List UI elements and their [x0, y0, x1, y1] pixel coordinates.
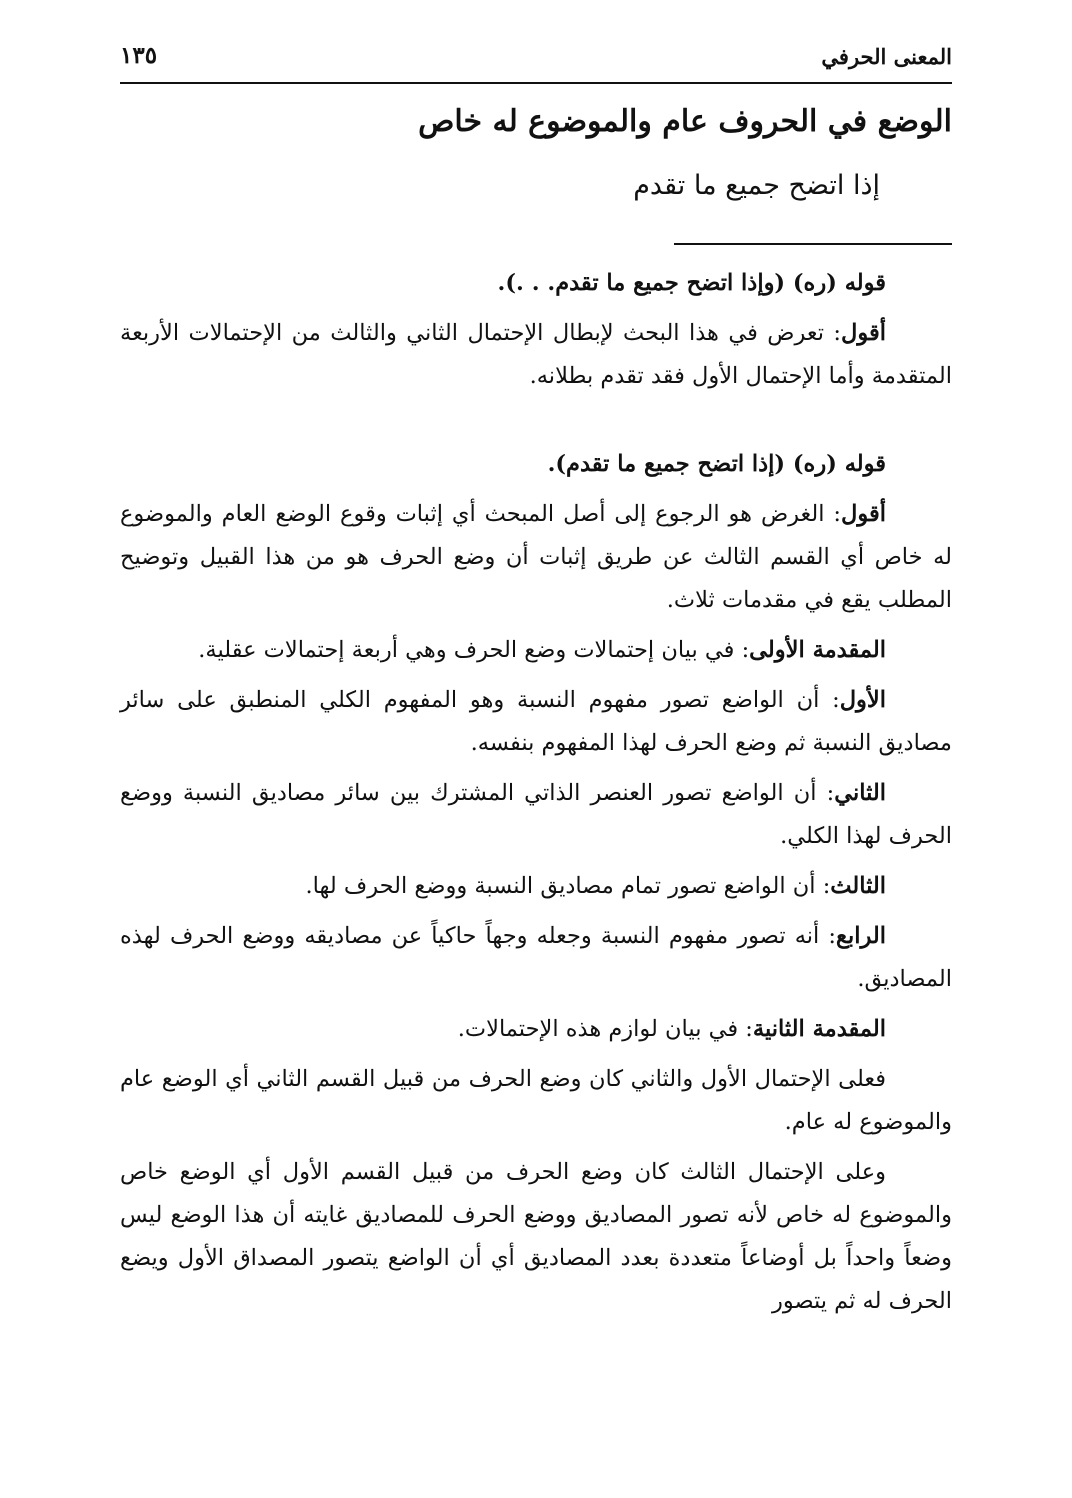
- paragraph-consequence-1: [120, 1058, 952, 1144]
- paragraph-text: فعلى الإحتمال الأول والثاني كان وضع الحرف من قبيل القسم الثاني أي الوضع عام والموضوع له عام.: [120, 1066, 952, 1135]
- running-title: المعنى الحرفي: [821, 44, 952, 69]
- running-header: [120, 38, 952, 84]
- quoted-text: إذا اتضح جميع ما تقدم: [633, 170, 880, 201]
- paragraph-option-1: [120, 679, 952, 765]
- section-heading: الوضع في الحروف عام والموضوع له خاص: [418, 104, 952, 139]
- paragraph-consequence-2: [120, 1151, 952, 1323]
- paragraph-text: : في بيان لوازم هذه الإحتمالات.: [457, 1016, 753, 1042]
- paragraph-text: : في بيان إحتمالات وضع الحرف وهي أربعة إحتمالات عقلية.: [198, 637, 750, 663]
- paragraph-commentary-1: [120, 312, 952, 398]
- commentary-block-2: [120, 443, 952, 1323]
- paragraph-premise-2: [120, 1008, 952, 1051]
- paragraph-lead: أقول: [841, 501, 886, 527]
- paragraph-text: : أن الواضع تصور مفهوم النسبة وهو المفهوم الكلي المنطبق على سائر مصاديق النسبة ثم وضع الحرف لهذا المفهوم بنفسه.: [120, 687, 952, 756]
- paragraph-text: : أنه تصور مفهوم النسبة وجعله وجهاً حاكياً عن مصاديقه ووضع الحرف لهذه المصاديق.: [120, 923, 952, 992]
- paragraph-lead: المقدمة الثانية: [752, 1016, 886, 1042]
- paragraph-commentary-2: [120, 493, 952, 622]
- paragraph-text: : الغرض هو الرجوع إلى أصل المبحث أي إثبات وقوع الوضع العام والموضوع له خاص أي القسم الثالث عن طريق إثبات أن وضع الحرف هو من هذا القبيل وتوضيح المطلب يقع في مقدمات ثلاث.: [120, 501, 952, 613]
- paragraph-lead: الثالث: [830, 873, 886, 899]
- paragraph-quote-2: [120, 443, 952, 486]
- paragraph-lead: أقول: [841, 320, 886, 346]
- paragraph-text: : أن الواضع تصور تمام مصاديق النسبة ووضع الحرف لها.: [305, 873, 831, 899]
- paragraph-option-2: [120, 772, 952, 858]
- paragraph-option-3: [120, 865, 952, 908]
- footnote-divider: [674, 243, 952, 245]
- paragraph-text: قوله (ره) (إذا اتضح جميع ما تقدم).: [547, 451, 886, 477]
- paragraph-premise-1: [120, 629, 952, 672]
- commentary-block-1: [120, 262, 952, 398]
- paragraph-text: : أن الواضع تصور العنصر الذاتي المشترك بين سائر مصاديق النسبة ووضع الحرف لهذا الكلي.: [120, 780, 952, 849]
- paragraph-text: قوله (ره) (وإذا اتضح جميع ما تقدم. . .).: [497, 270, 886, 296]
- paragraph-text: وعلى الإحتمال الثالث كان وضع الحرف من قبيل القسم الأول أي الوضع خاص والموضوع له خاص لأنه تصور المصاديق ووضع الحرف للمصاديق غايته أن هذا الوضع ليس وضعاً واحداً بل أوضاعاً متعددة بعدد المصاديق أي أن الواضع يتصور المصداق الأول ويضع الحرف له ثم يتصور: [120, 1159, 952, 1314]
- page-number: ١٣٥: [120, 42, 158, 69]
- paragraph-lead: الرابع: [835, 923, 886, 949]
- paragraph-lead: الأول: [839, 687, 886, 713]
- paragraph-text: : تعرض في هذا البحث لإبطال الإحتمال الثاني والثالث من الإحتمالات الأربعة المتقدمة وأما الإحتمال الأول فقد تقدم بطلانه.: [120, 320, 952, 389]
- paragraph-lead: الثاني: [834, 780, 886, 806]
- paragraph-quote-1: [120, 262, 952, 305]
- paragraph-option-4: [120, 915, 952, 1001]
- paragraph-lead: المقدمة الأولى: [749, 637, 886, 663]
